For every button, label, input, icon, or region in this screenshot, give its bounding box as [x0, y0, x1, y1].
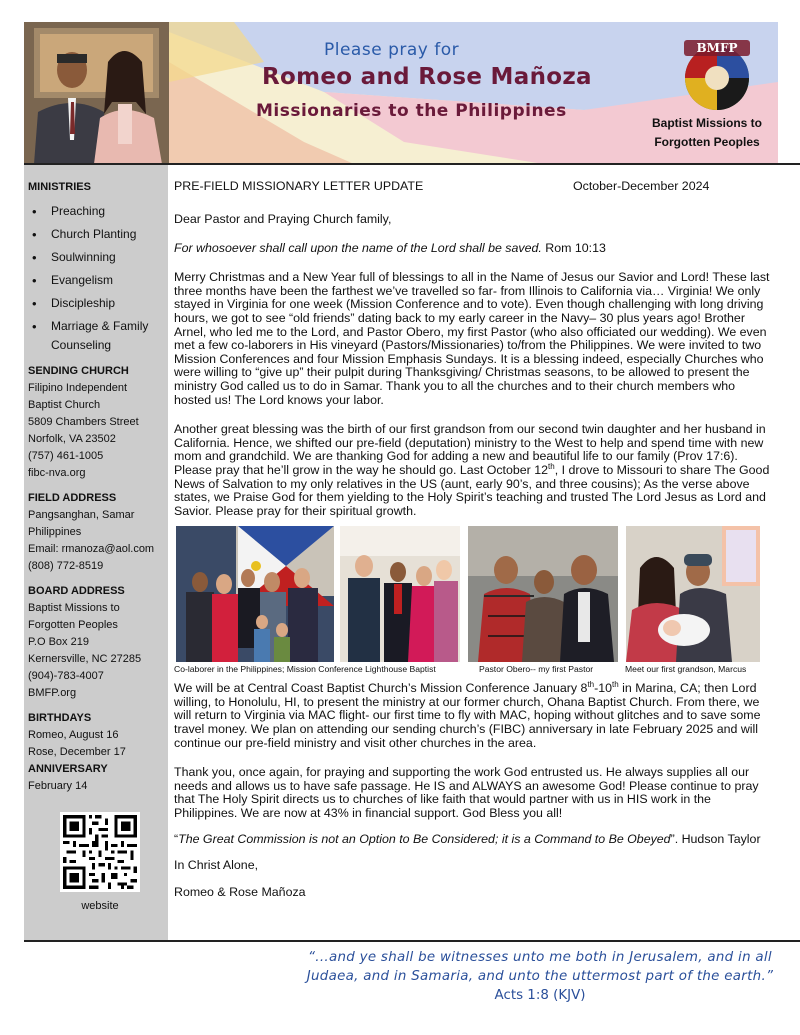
superscript: th: [612, 680, 619, 690]
board-phone: (904)-783-4007: [28, 670, 104, 682]
org-line: Baptist Missions to: [651, 116, 762, 130]
birthdays-block: [28, 710, 168, 795]
missionary-couple-photo: [24, 22, 169, 164]
ministry-item-text: Counseling: [51, 338, 112, 352]
field-address-line: Pangsanghan, Samar: [28, 509, 135, 521]
photo-caption: Co-laborer in the Philippines; Mission Conference Lighthouse Baptist: [174, 664, 436, 675]
sending-church-line: Baptist Church: [28, 399, 101, 411]
ministry-item: • Evangelism: [28, 271, 168, 290]
paragraph-text: Another great blessing was the birth of our first grandson from our second twin daughter and her husband in California. Hence, we shifted our pre-field (deputation) ministry to the West to help and spend time with new mom and grandchild. We are thanking God for adding a new and beautiful life to our family (Prov 17:6). Please pray that he’ll grow in the way he should go. Last October 12: [174, 422, 766, 477]
footer-verse: [300, 948, 780, 1005]
photo-pastor-obero: [468, 526, 618, 662]
ministries-heading: MINISTRIES: [28, 181, 91, 193]
footer-verse-reference: Acts 1:8 (KJV): [494, 988, 586, 1003]
board-website[interactable]: BMFP.org: [28, 687, 77, 699]
hudson-taylor-quote: “The Great Commission is not an Option to Be Considered; it is a Command to Be Obeyed”. Hudson Taylor: [174, 831, 761, 846]
superscript: th: [548, 461, 555, 471]
anniversary-line: February 14: [28, 780, 88, 792]
board-address-line: Forgotten Peoples: [28, 619, 118, 631]
field-address-line: Philippines: [28, 526, 82, 538]
sending-church-line: Norfolk, VA 23502: [28, 433, 116, 445]
logo-text: BMFP: [696, 41, 738, 55]
board-address-line: P.O Box 219: [28, 636, 89, 648]
ministry-item: • Soulwinning: [28, 248, 168, 267]
birthday-line: Rose, December 17: [28, 746, 126, 758]
paragraph-text: We will be at Central Coast Baptist Church’s Mission Conference January 8: [174, 681, 588, 696]
letter-title: PRE-FIELD MISSIONARY LETTER UPDATE: [174, 179, 424, 193]
footer-divider: [24, 940, 800, 942]
sending-church-website[interactable]: fibc-nva.org: [28, 467, 86, 479]
qr-label: website: [81, 900, 119, 912]
board-address-line: Kernersville, NC 27285: [28, 653, 142, 665]
board-address-heading: BOARD ADDRESS: [28, 585, 125, 597]
paragraph-grandson: [174, 423, 774, 518]
paragraph-schedule: [174, 682, 774, 750]
footer-verse-line: “...and ye shall be witnesses unto me both in Jerusalem, and in all: [308, 950, 772, 965]
quote-author: . Hudson Taylor: [674, 831, 761, 846]
missionaries-subtitle: Missionaries to the Philippines: [256, 101, 567, 121]
quote-text: The Great Commission is not an Option to Be Considered; it is a Command to Be Obeyed: [178, 831, 671, 846]
website-qr-code[interactable]: [60, 812, 140, 892]
organization-name: [642, 114, 772, 152]
birthday-line: Romeo, August 16: [28, 729, 119, 741]
superscript: th: [587, 680, 595, 690]
paragraph-text: , I drove to Missouri to share The Good News of Salvation to my only relatives in the US (aunt, early 90’s, and three cousins); As the verse above states, we Praise God for them yielding to the Holy Spirit’s teaching and trusted The Lord Jesus as Lord and Savior. Please pray for their spiritual growth.: [174, 462, 770, 518]
photo-mission-conference: [340, 526, 460, 662]
birthdays-heading: BIRTHDAYS: [28, 712, 92, 724]
ministry-item: [28, 317, 168, 355]
field-phone: (808) 772-8519: [28, 560, 104, 572]
photo-strip: [174, 526, 774, 676]
board-address-line: Baptist Missions to: [28, 602, 120, 614]
please-pray-for: Please pray for: [324, 40, 460, 60]
letterhead: [24, 22, 778, 164]
bmfp-logo: [678, 36, 756, 112]
photo-caption: Meet our first grandson, Marcus: [625, 664, 747, 675]
photo-caption: Pastor Obero-- my first Pastor: [479, 664, 594, 675]
ministry-item: • Church Planting: [28, 225, 168, 244]
signature: Romeo & Rose Mañoza: [174, 884, 306, 899]
footer-verse-line: Judaea, and in Samaria, and unto the uttermost part of the earth.”: [306, 969, 774, 984]
sending-church-line: Filipino Independent: [28, 382, 128, 394]
ministry-item-text: Marriage & Family: [51, 319, 149, 333]
closing: In Christ Alone,: [174, 858, 259, 873]
sending-church-block: [28, 363, 168, 482]
field-address-block: [28, 490, 168, 575]
anniversary-heading: ANNIVERSARY: [28, 763, 108, 775]
verse-reference: Rom 10:13: [545, 240, 606, 255]
paragraph-text: -10: [594, 681, 613, 696]
field-address-heading: FIELD ADDRESS: [28, 492, 117, 504]
letter-greeting: Dear Pastor and Praying Church family,: [174, 212, 392, 226]
ministry-item: • Discipleship: [28, 294, 168, 313]
opening-verse: [174, 242, 774, 256]
letter-title-row: [174, 180, 774, 196]
board-address-block: [28, 583, 168, 702]
sending-church-heading: SENDING CHURCH: [28, 365, 129, 377]
field-email[interactable]: Email: rmanoza@aol.com: [28, 543, 155, 555]
ministry-item: • Preaching: [28, 202, 168, 221]
verse-text: For whosoever shall call upon the name of the Lord shall be saved.: [174, 240, 542, 255]
ministries-list: [28, 202, 168, 355]
missionary-names: Romeo and Rose Mañoza: [262, 64, 592, 90]
letter-date: October-December 2024: [573, 179, 710, 193]
letter-body: [174, 180, 774, 899]
sending-church-phone: (757) 461-1005: [28, 450, 104, 462]
paragraph-text: in Marina, CA; then Lord willing, to Honolulu, HI, to present the ministry at our former church, Ohana Baptist Church. From there, we will return to Virginia via MAC flight- our first time to fly with MAC, hoping without glitches and to save some travel money. We plan on attending our sending church’s (FIBC) anniversary in late February 2025 and will continue our pre-field ministry and visit other churches in the area.: [174, 681, 761, 750]
photo-co-laborers: [176, 526, 334, 662]
org-line: Forgotten Peoples: [654, 135, 760, 149]
paragraph-travel: Merry Christmas and a New Year full of blessings to all in the Name of Jesus our Savior and Lord! These last three months have been the farthest we’ve travelled so far- from Illinois to California via… Virginia! We only stayed in Virginia for one week (Mission Conference and to vote). Even though challenging with long driving hours, we got to see “old friends” dating back to my early career in the Navy– 30 plus years ago! Brother Arnel, who led me to the Lord, and Pastor Obero, my first Pastor (who also officiated our wedding). We even met a few co-laborers in His vineyard (Pastors/Missionaries) to/from the Philippines. We were invited to two Mission Conferences and four Mission Emphasis Sundays. It is a blessing indeed, especially Churches who were willing to “give up” their pulpit during Thanksgiving/ Christmas seasons, to be allowed to present the ministry God called us to do in Samar. Thank you to all the churches and to their church members who hosted us! The Lord knows your labor.: [174, 270, 770, 407]
paragraph-thanks: Thank you, once again, for praying and supporting the work God entrusted us. He always supplies all our needs and allows us to have safe passage. He IS and ALWAYS an awesome God! Please continue to pray that The Holy Spirit directs us to churches of like faith that would partner with us in HIS work in the Philippines. We are now at 43% in financial support. God Bless you all!: [174, 765, 759, 821]
photo-grandson-marcus: [626, 526, 760, 662]
sidebar: [24, 165, 168, 940]
sending-church-line: 5809 Chambers Street: [28, 416, 139, 428]
